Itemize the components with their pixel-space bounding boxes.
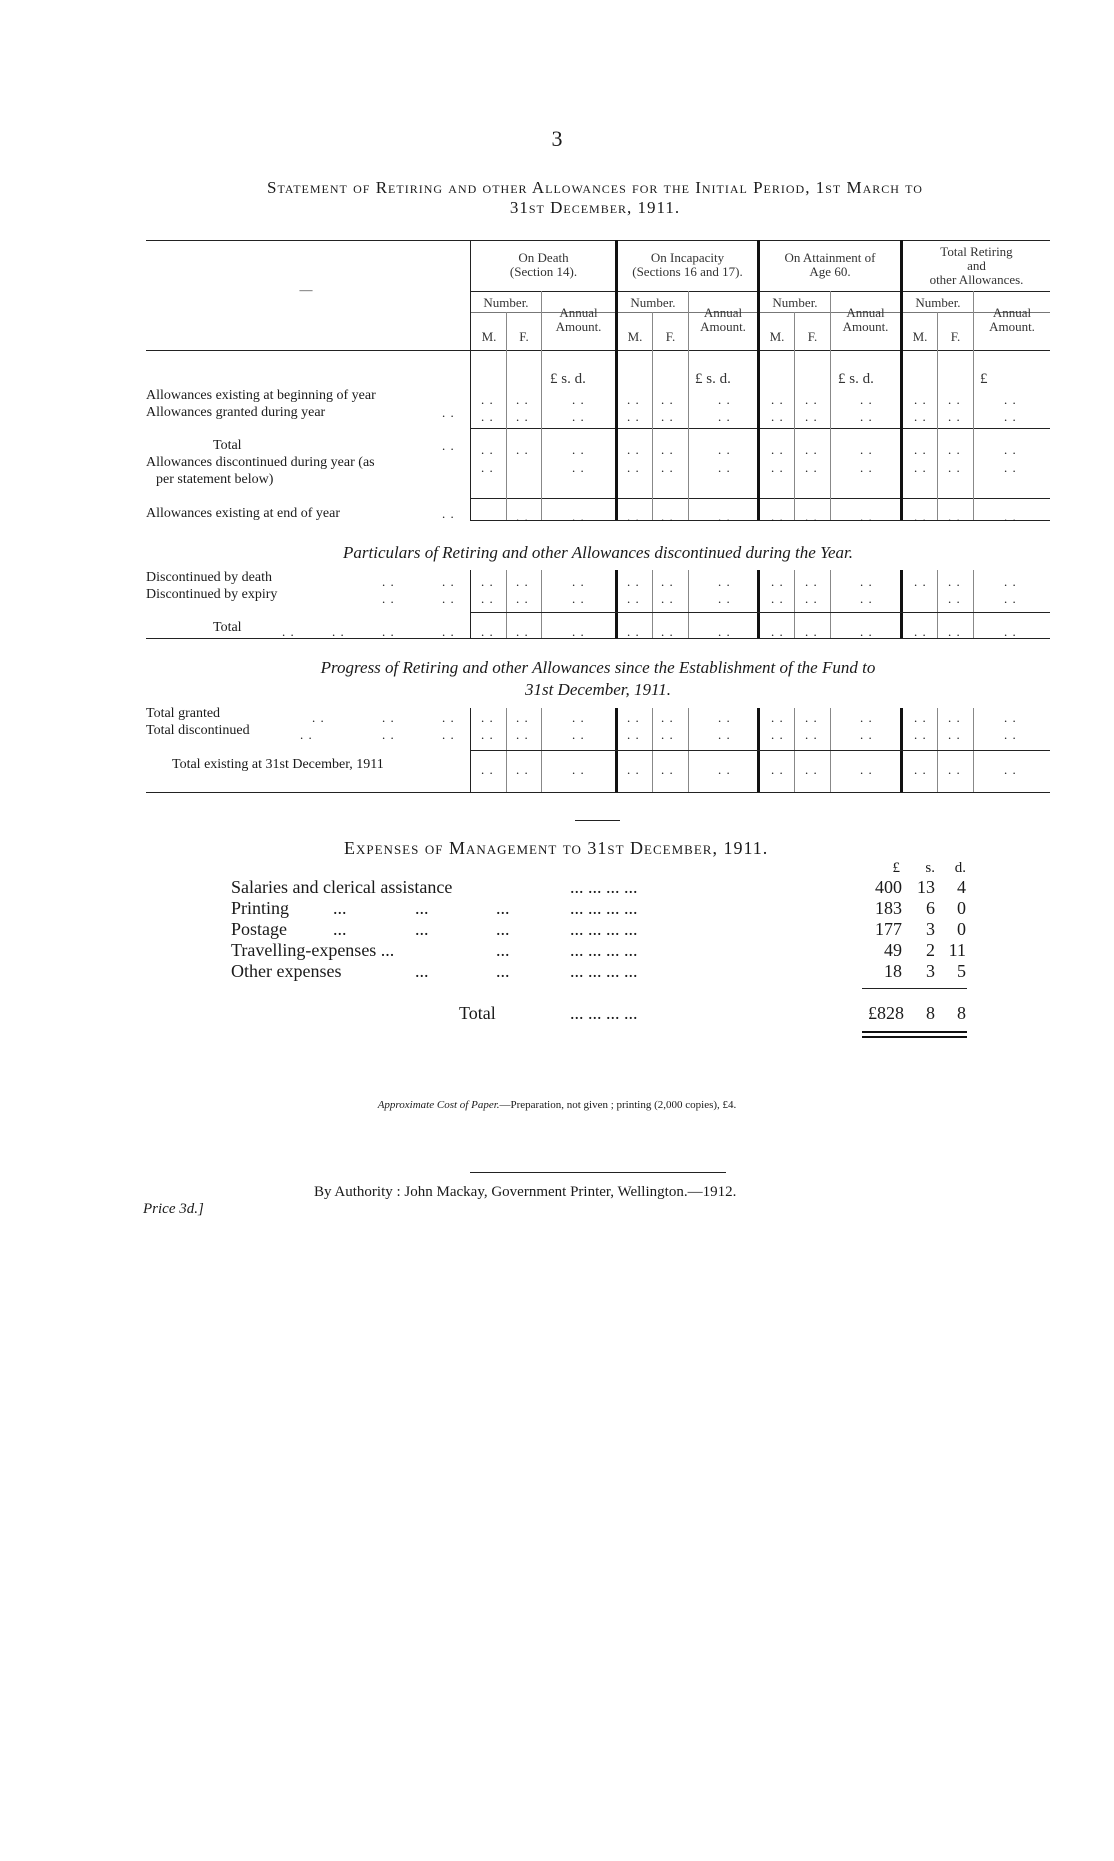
female-header: F. <box>665 329 676 344</box>
cell-dots: . . <box>572 591 585 606</box>
expense-pounds: 400 <box>875 877 902 897</box>
leader-dots: . . <box>312 710 325 725</box>
leader-dots: ... <box>415 919 429 939</box>
cell-dots: . . <box>572 409 585 424</box>
authority-line: By Authority : John Mackay, Government Printer, Wellington.—1912. <box>314 1184 737 1200</box>
cell-dots: . . <box>572 727 585 742</box>
number-header: Number. <box>630 295 676 310</box>
leader-dots: . . <box>442 438 455 453</box>
cell-dots: . . <box>661 624 674 639</box>
row-label-discontinued-note: per statement below) <box>156 472 274 487</box>
group-header-age: On Attainment of Age 60. <box>784 250 876 279</box>
cell-dots: . . <box>948 762 961 777</box>
cell-dots: . . <box>805 460 818 475</box>
cell-dots: . . <box>627 591 640 606</box>
cell-dots: . . <box>481 710 494 725</box>
leader-dots: . . <box>382 591 395 606</box>
cell-dots: . . <box>914 509 927 524</box>
cell-dots: . . <box>860 591 873 606</box>
group-header-incapacity: On Incapacity (Sections 16 and 17). <box>632 250 743 279</box>
cell-dots: . . <box>914 460 927 475</box>
cell-dots: . . <box>627 509 640 524</box>
row-label-total-granted: Total granted <box>146 706 221 721</box>
cell-dots: . . <box>718 442 731 457</box>
cell-dots: . . <box>1004 574 1017 589</box>
expense-pence: 0 <box>957 898 966 918</box>
cell-dots: . . <box>516 710 529 725</box>
cell-dots: . . <box>1004 624 1017 639</box>
cell-dots: . . <box>627 392 640 407</box>
cell-dots: . . <box>516 574 529 589</box>
annual-amount-header: Annual Amount. <box>555 305 602 334</box>
expenses-total-pence: 8 <box>957 1003 966 1023</box>
cell-dots: . . <box>771 460 784 475</box>
expense-pounds: 49 <box>884 940 902 960</box>
cell-dots: . . <box>661 710 674 725</box>
cell-dots: . . <box>1004 762 1017 777</box>
cell-dots: . . <box>627 727 640 742</box>
cell-dots: . . <box>860 442 873 457</box>
cell-dots: . . <box>481 624 494 639</box>
cell-dots: . . <box>805 509 818 524</box>
cell-dots: . . <box>914 574 927 589</box>
cell-dots: . . <box>572 624 585 639</box>
row-label-existing-begin: Allowances existing at beginning of year <box>146 388 376 403</box>
cell-dots: . . <box>661 509 674 524</box>
cell-dots: . . <box>627 442 640 457</box>
number-header: Number. <box>915 295 961 310</box>
expense-label: Travelling-expenses ... <box>231 940 395 960</box>
currency-lsd: £ s. d. <box>838 371 874 387</box>
leader-dots: ... <box>496 940 510 960</box>
cell-dots: . . <box>516 509 529 524</box>
statement-title <box>140 178 1050 218</box>
cell-dots: . . <box>948 460 961 475</box>
annual-amount-header: Annual Amount. <box>700 305 746 334</box>
row-label-discontinued: Allowances discontinued during year (as <box>146 455 375 470</box>
cell-dots: . . <box>627 710 640 725</box>
price-label: Price 3d.] <box>143 1201 204 1217</box>
expense-pence: 11 <box>948 940 966 960</box>
cell-dots: . . <box>805 624 818 639</box>
female-header: F. <box>519 329 529 344</box>
expense-shillings: 3 <box>926 961 935 981</box>
leader-dots: ... ... ... ... <box>570 898 638 918</box>
expenses-title: Expenses of Management to 31st December, 1911. <box>344 838 769 858</box>
leader-dots: ... ... ... ... <box>570 1003 638 1023</box>
cell-dots: . . <box>805 392 818 407</box>
cell-dots: . . <box>860 727 873 742</box>
cell-dots: . . <box>481 591 494 606</box>
cell-dots: . . <box>516 442 529 457</box>
leader-dots: ... <box>415 898 429 918</box>
cell-dots: . . <box>718 762 731 777</box>
row-header: — <box>299 282 313 297</box>
cell-dots: . . <box>718 727 731 742</box>
cell-dots: . . <box>572 762 585 777</box>
expenses-total-pounds: £828 <box>868 1003 904 1023</box>
cell-dots: . . <box>805 442 818 457</box>
expense-label: Printing <box>231 898 290 918</box>
cell-dots: . . <box>481 727 494 742</box>
cost-note-text: —Preparation, not given ; printing (2,000 copies), £4. <box>499 1099 737 1111</box>
leader-dots: . . <box>442 710 455 725</box>
cell-dots: . . <box>914 392 927 407</box>
cell-dots: . . <box>948 392 961 407</box>
leader-dots: . . <box>442 727 455 742</box>
cell-dots: . . <box>718 392 731 407</box>
female-header: F. <box>807 329 818 344</box>
cell-dots: . . <box>1004 442 1017 457</box>
section-divider <box>575 820 620 821</box>
cell-dots: . . <box>948 624 961 639</box>
cell-dots: . . <box>572 392 585 407</box>
cell-dots: . . <box>661 392 674 407</box>
cell-dots: . . <box>948 727 961 742</box>
cell-dots: . . <box>914 624 927 639</box>
currency-lsd: £ s. d. <box>550 371 586 387</box>
expense-shillings: 3 <box>926 919 935 939</box>
expense-pence: 4 <box>957 877 966 897</box>
cell-dots: . . <box>805 409 818 424</box>
col-shillings: s. <box>925 860 935 876</box>
cell-dots: . . <box>914 762 927 777</box>
leader-dots: . . <box>442 506 455 521</box>
leader-dots: ... <box>496 919 510 939</box>
expense-pounds: 183 <box>875 898 902 918</box>
expense-shillings: 2 <box>926 940 935 960</box>
cost-note <box>0 1099 1114 1111</box>
cell-dots: . . <box>1004 591 1017 606</box>
cell-dots: . . <box>661 591 674 606</box>
cell-dots: . . <box>481 762 494 777</box>
cell-dots: . . <box>572 442 585 457</box>
currency-lsd: £ s. d. <box>695 371 731 387</box>
expenses-total-shillings: 8 <box>926 1003 935 1023</box>
cell-dots: . . <box>914 442 927 457</box>
cell-dots: . . <box>914 727 927 742</box>
cell-dots: . . <box>661 727 674 742</box>
cell-dots: . . <box>718 460 731 475</box>
cell-dots: . . <box>1004 460 1017 475</box>
cell-dots: . . <box>771 574 784 589</box>
cell-dots: . . <box>1004 509 1017 524</box>
cell-dots: . . <box>948 710 961 725</box>
expenses-total-label: Total <box>459 1003 496 1023</box>
cell-dots: . . <box>481 409 494 424</box>
cell-dots: . . <box>771 591 784 606</box>
statement-title-line1: Statement of Retiring and other Allowances for the Initial Period, 1st March to <box>267 178 923 197</box>
cell-dots: . . <box>627 409 640 424</box>
col-pounds: £ <box>892 860 900 876</box>
group-header-total: Total Retiring and other Allowances. <box>929 244 1024 287</box>
row-label-granted: Allowances granted during year <box>146 405 326 420</box>
cell-dots: . . <box>627 762 640 777</box>
cell-dots: . . <box>860 409 873 424</box>
expense-label: Postage <box>231 919 287 939</box>
leader-dots: . . <box>332 624 345 639</box>
cell-dots: . . <box>948 409 961 424</box>
cell-dots: . . <box>481 574 494 589</box>
cell-dots: . . <box>860 762 873 777</box>
cell-dots: . . <box>481 460 494 475</box>
cell-dots: . . <box>718 509 731 524</box>
expense-pence: 0 <box>957 919 966 939</box>
cell-dots: . . <box>718 591 731 606</box>
row-label-total: Total <box>213 620 242 635</box>
cell-dots: . . <box>771 762 784 777</box>
cell-dots: . . <box>627 574 640 589</box>
leader-dots: . . <box>382 710 395 725</box>
cell-dots: . . <box>771 392 784 407</box>
row-label-expiry: Discontinued by expiry <box>146 587 278 602</box>
cell-dots: . . <box>805 591 818 606</box>
cell-dots: . . <box>572 460 585 475</box>
cell-dots: . . <box>860 509 873 524</box>
cell-dots: . . <box>771 727 784 742</box>
cost-note-label: Approximate Cost of Paper. <box>377 1099 500 1111</box>
male-header: M. <box>769 329 785 344</box>
male-header: M. <box>627 329 643 344</box>
leader-dots: . . <box>282 624 295 639</box>
progress-title: Progress of Retiring and other Allowances since the Establishment of the Fund to 31st December, 1911. <box>320 658 876 699</box>
cell-dots: . . <box>914 710 927 725</box>
leader-dots: . . <box>442 405 455 420</box>
cell-dots: . . <box>805 727 818 742</box>
cell-dots: . . <box>914 409 927 424</box>
cell-dots: . . <box>481 392 494 407</box>
cell-dots: . . <box>948 591 961 606</box>
leader-dots: . . <box>442 591 455 606</box>
expense-shillings: 6 <box>926 898 935 918</box>
leader-dots: . . <box>382 574 395 589</box>
leader-dots: ... <box>333 919 347 939</box>
leader-dots: . . <box>382 624 395 639</box>
leader-dots: . . <box>382 727 395 742</box>
cell-dots: . . <box>516 591 529 606</box>
currency-pound: £ <box>980 371 988 387</box>
row-label-existing-end: Allowances existing at end of year <box>146 506 340 521</box>
statement-title-line2: 31st December, 1911. <box>509 198 681 217</box>
cell-dots: . . <box>948 509 961 524</box>
cell-dots: . . <box>860 710 873 725</box>
cell-dots: . . <box>860 392 873 407</box>
leader-dots: . . <box>442 624 455 639</box>
row-label-total: Total <box>213 438 242 453</box>
expense-pounds: 177 <box>875 919 902 939</box>
cell-dots: . . <box>718 710 731 725</box>
cell-dots: . . <box>718 409 731 424</box>
leader-dots: ... <box>333 898 347 918</box>
cell-dots: . . <box>860 460 873 475</box>
authority-divider <box>470 1172 726 1173</box>
male-header: M. <box>912 329 928 344</box>
leader-dots: ... <box>415 961 429 981</box>
leader-dots: . . <box>442 574 455 589</box>
leader-dots: ... ... ... ... <box>570 877 638 897</box>
expense-label: Other expenses <box>231 961 342 981</box>
expense-shillings: 13 <box>917 877 935 897</box>
expense-pence: 5 <box>957 961 966 981</box>
leader-dots: ... ... ... ... <box>570 961 638 981</box>
number-header: Number. <box>483 295 529 310</box>
cell-dots: . . <box>771 624 784 639</box>
cell-dots: . . <box>771 409 784 424</box>
cell-dots: . . <box>627 624 640 639</box>
cell-dots: . . <box>516 762 529 777</box>
cell-dots: . . <box>661 442 674 457</box>
page-number: 3 <box>551 126 563 151</box>
col-pence: d. <box>954 860 966 876</box>
cell-dots: . . <box>1004 710 1017 725</box>
cell-dots: . . <box>1004 392 1017 407</box>
cell-dots: . . <box>805 710 818 725</box>
leader-dots: ... <box>496 961 510 981</box>
leader-dots: ... ... ... ... <box>570 919 638 939</box>
expense-pounds: 18 <box>884 961 902 981</box>
cell-dots: . . <box>661 762 674 777</box>
cell-dots: . . <box>718 574 731 589</box>
cell-dots: . . <box>572 509 585 524</box>
cell-dots: . . <box>661 460 674 475</box>
cell-dots: . . <box>771 442 784 457</box>
male-header: M. <box>481 329 497 344</box>
cell-dots: . . <box>948 574 961 589</box>
cell-dots: . . <box>1004 409 1017 424</box>
female-header: F. <box>950 329 961 344</box>
cell-dots: . . <box>1004 727 1017 742</box>
annual-amount-header: Annual Amount. <box>989 305 1035 334</box>
cell-dots: . . <box>572 710 585 725</box>
cell-dots: . . <box>572 574 585 589</box>
cell-dots: . . <box>948 442 961 457</box>
cell-dots: . . <box>481 442 494 457</box>
cell-dots: . . <box>718 624 731 639</box>
cell-dots: . . <box>805 762 818 777</box>
particulars-title: Particulars of Retiring and other Allowances discontinued during the Year. <box>343 543 853 562</box>
cell-dots: . . <box>516 392 529 407</box>
leader-dots: ... ... ... ... <box>570 940 638 960</box>
cell-dots: . . <box>661 409 674 424</box>
cell-dots: . . <box>516 624 529 639</box>
cell-dots: . . <box>771 509 784 524</box>
cell-dots: . . <box>860 574 873 589</box>
leader-dots: ... <box>496 898 510 918</box>
cell-dots: . . <box>516 409 529 424</box>
row-label-total-existing: Total existing at 31st December, 1911 <box>172 757 384 772</box>
cell-dots: . . <box>516 727 529 742</box>
cell-dots: . . <box>805 574 818 589</box>
cell-dots: . . <box>661 574 674 589</box>
cell-dots: . . <box>771 710 784 725</box>
annual-amount-header: Annual Amount. <box>842 305 889 334</box>
leader-dots: . . <box>300 727 313 742</box>
row-label-death: Discontinued by death <box>146 570 272 585</box>
row-label-total-discontinued: Total discontinued <box>146 723 250 738</box>
group-header-death: On Death (Section 14). <box>509 250 578 279</box>
number-header: Number. <box>772 295 818 310</box>
expense-label: Salaries and clerical assistance <box>231 877 453 897</box>
cell-dots: . . <box>860 624 873 639</box>
cell-dots: . . <box>627 460 640 475</box>
